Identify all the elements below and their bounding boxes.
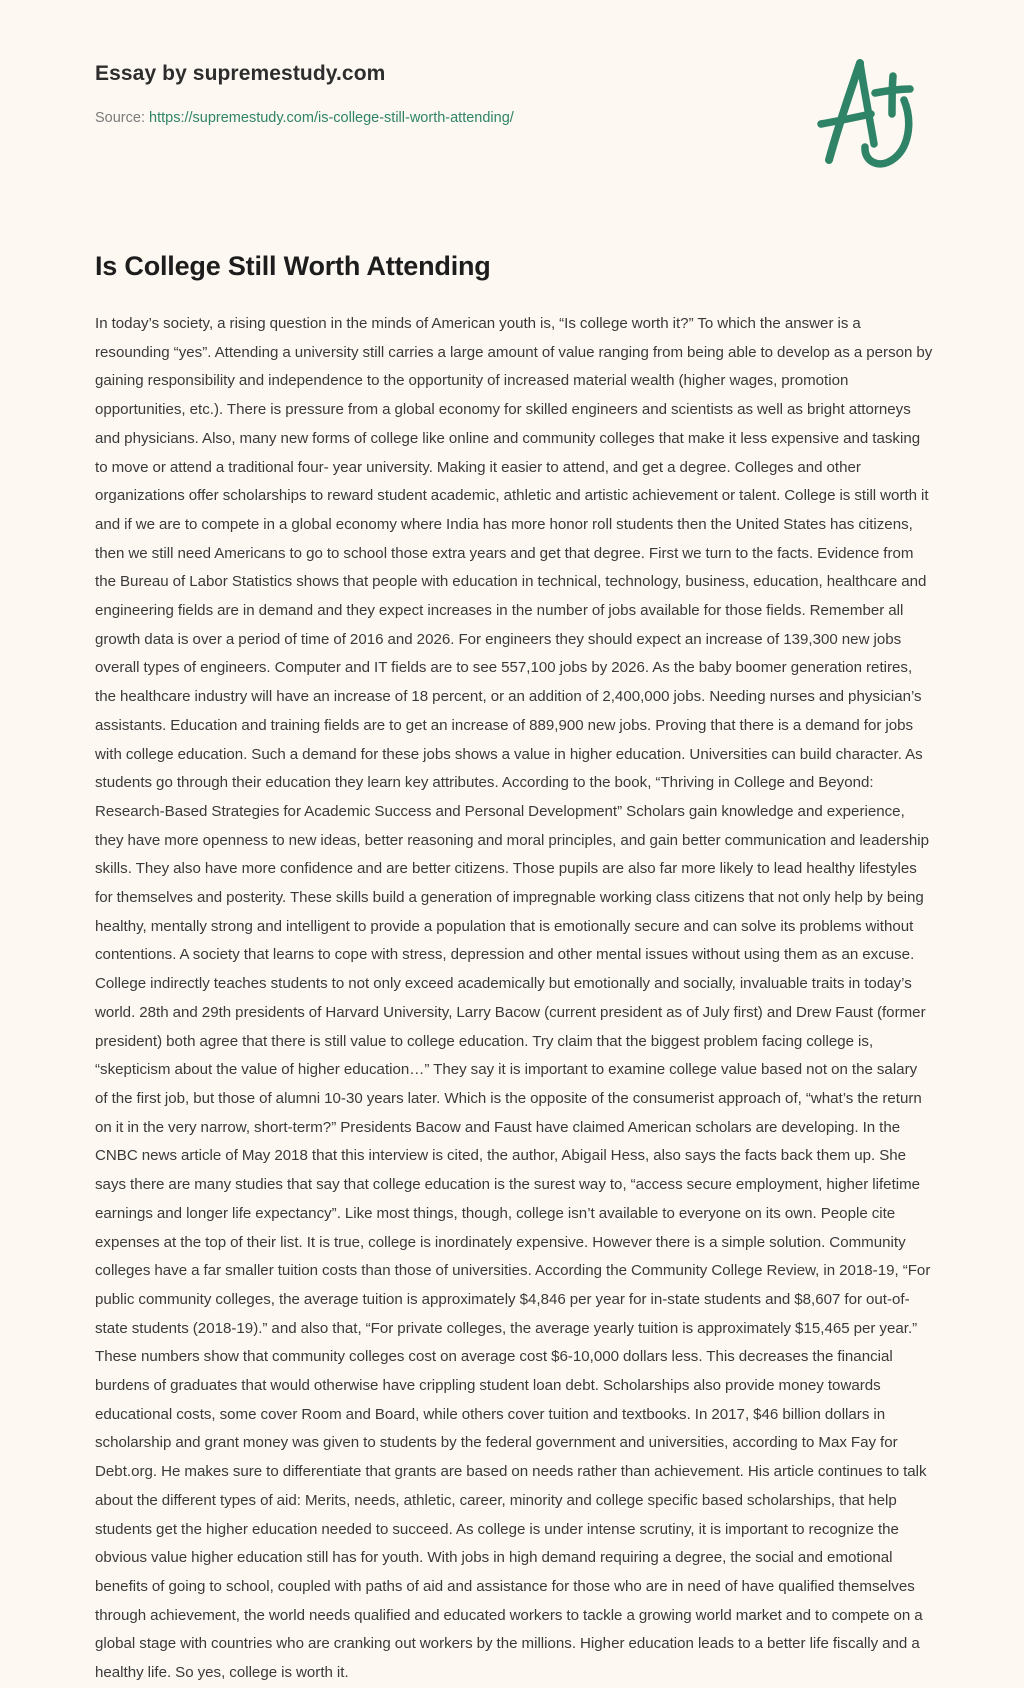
a-plus-logo-icon: [812, 48, 922, 178]
page-header: [95, 60, 795, 128]
source-label: Source:: [95, 110, 145, 126]
essay-body: [95, 310, 933, 1688]
page-title: Is College Still Worth Attending: [95, 251, 491, 281]
a-plus-logo: [812, 48, 922, 178]
source-url-link[interactable]: https://supremestudy.com/is-college-still-worth-attending/: [149, 110, 514, 126]
source-line: [95, 88, 795, 128]
brand-byline: Essay by supremestudy.com: [95, 62, 386, 85]
essay-paragraph: In today’s society, a rising question in the minds of American youth is, “Is college worth it?” To which the answer is a resounding “yes”. Attending a university still carries a large amount of value ranging from being able to develop as a person by gaining responsibility and independence to the opportunity of increased material wealth (higher wages, promotion opportunities, etc.). There is pressure from a global economy for skilled engineers and scientists as well as bright attorneys and physicians. Also, many new forms of college like online and community colleges that make it less expensive and tasking to move or attend a traditional four- year university. Making it easier to attend, and get a degree. Colleges and other organizations offer scholarships to reward student academic, athletic and artistic achievement or talent. College is still worth it and if we are to compete in a global economy where India has more honor roll students then the United States has citizens, then we still need Americans to go to school those extra years and get that degree. First we turn to the facts. Evidence from the Bureau of Labor Statistics shows that people with education in technical, technology, business, education, healthcare and engineering fields are in demand and they expect increases in the number of jobs available for those fields. Remember all growth data is over a period of time of 2016 and 2026. For engineers they should expect an increase of 139,300 new jobs overall types of engineers. Computer and IT fields are to see 557,100 jobs by 2026. As the baby boomer generation retires, the healthcare industry will have an increase of 18 percent, or an addition of 2,400,000 jobs. Needing nurses and physician’s assistants. Education and training fields are to get an increase of 889,900 new jobs. Proving that there is a demand for jobs with college education. Such a demand for these jobs shows a value in higher education. Universities can build character. As students go through their education they learn key attributes. According to the book, “Thriving in College and Beyond: Research-Based Strategies for Academic Success and Personal Development” Scholars gain knowledge and experience, they have more openness to new ideas, better reasoning and moral principles, and gain better communication and leadership skills. They also have more confidence and are better citizens. Those pupils are also far more likely to lead healthy lifestyles for themselves and posterity. These skills build a generation of impregnable working class citizens that not only help by being healthy, mentally strong and intelligent to provide a population that is emotionally secure and can solve its problems without contentions. A society that learns to cope with stress, depression and other mental issues without using them as an excuse. College indirectly teaches students to not only exceed academically but emotionally and socially, invaluable traits in today’s world. 28th and 29th presidents of Harvard University, Larry Bacow (current president as of July first) and Drew Faust (former president) both agree that there is still value to college education. Try claim that the biggest problem facing college is, “skepticism about the value of higher education…” They say it is important to examine college value based not on the salary of the first job, but those of alumni 10-30 years later. Which is the opposite of the consumerist approach of, “what’s the return on it in the very narrow, short-term?” Presidents Bacow and Faust have claimed American scholars are developing. In the CNBC news article of May 2018 that this interview is cited, the author, Abigail Hess, also says the facts back them up. She says there are many studies that say that college education is the surest way to, “access secure employment, higher lifetime earnings and longer life expectancy”. Like most things, though, college isn’t available to everyone on its own. People cite expenses at the top of their list. It is true, college is inordinately expensive. However there is a simple solution. Community colleges have a far smaller tuition costs than those of universities. According the Community College Review, in 2018-19, “For public community colleges, the average tuition is approximately $4,846 per year for in-state students and $8,607 for out-of-state students (2018-19).” and also that, “For private colleges, the average yearly tuition is approximately $15,465 per year.” These numbers show that community colleges cost on average cost $6-10,000 dollars less. This decreases the financial burdens of graduates that would otherwise have crippling student loan debt. Scholarships also provide money towards educational costs, some cover Room and Board, while others cover tuition and textbooks. In 2017, $46 billion dollars in scholarship and grant money was given to students by the federal government and universities, according to Max Fay for Debt.org. He makes sure to differentiate that grants are based on needs rather than achievement. His article continues to talk about the different types of aid: Merits, needs, athletic, career, minority and college specific based scholarships, that help students get the higher education needed to succeed. As college is under intense scrutiny, it is important to recognize the obvious value higher education still has for youth. With jobs in high demand requiring a degree, the social and emotional benefits of going to school, coupled with paths of aid and assistance for those who are in need of have qualified themselves through achievement, the world needs qualified and educated workers to tackle a growing world market and to compete on a global stage with countries who are cranking out workers by the millions. Higher education leads to a better life fiscally and a healthy life. So yes, college is worth it.: [95, 315, 933, 1682]
